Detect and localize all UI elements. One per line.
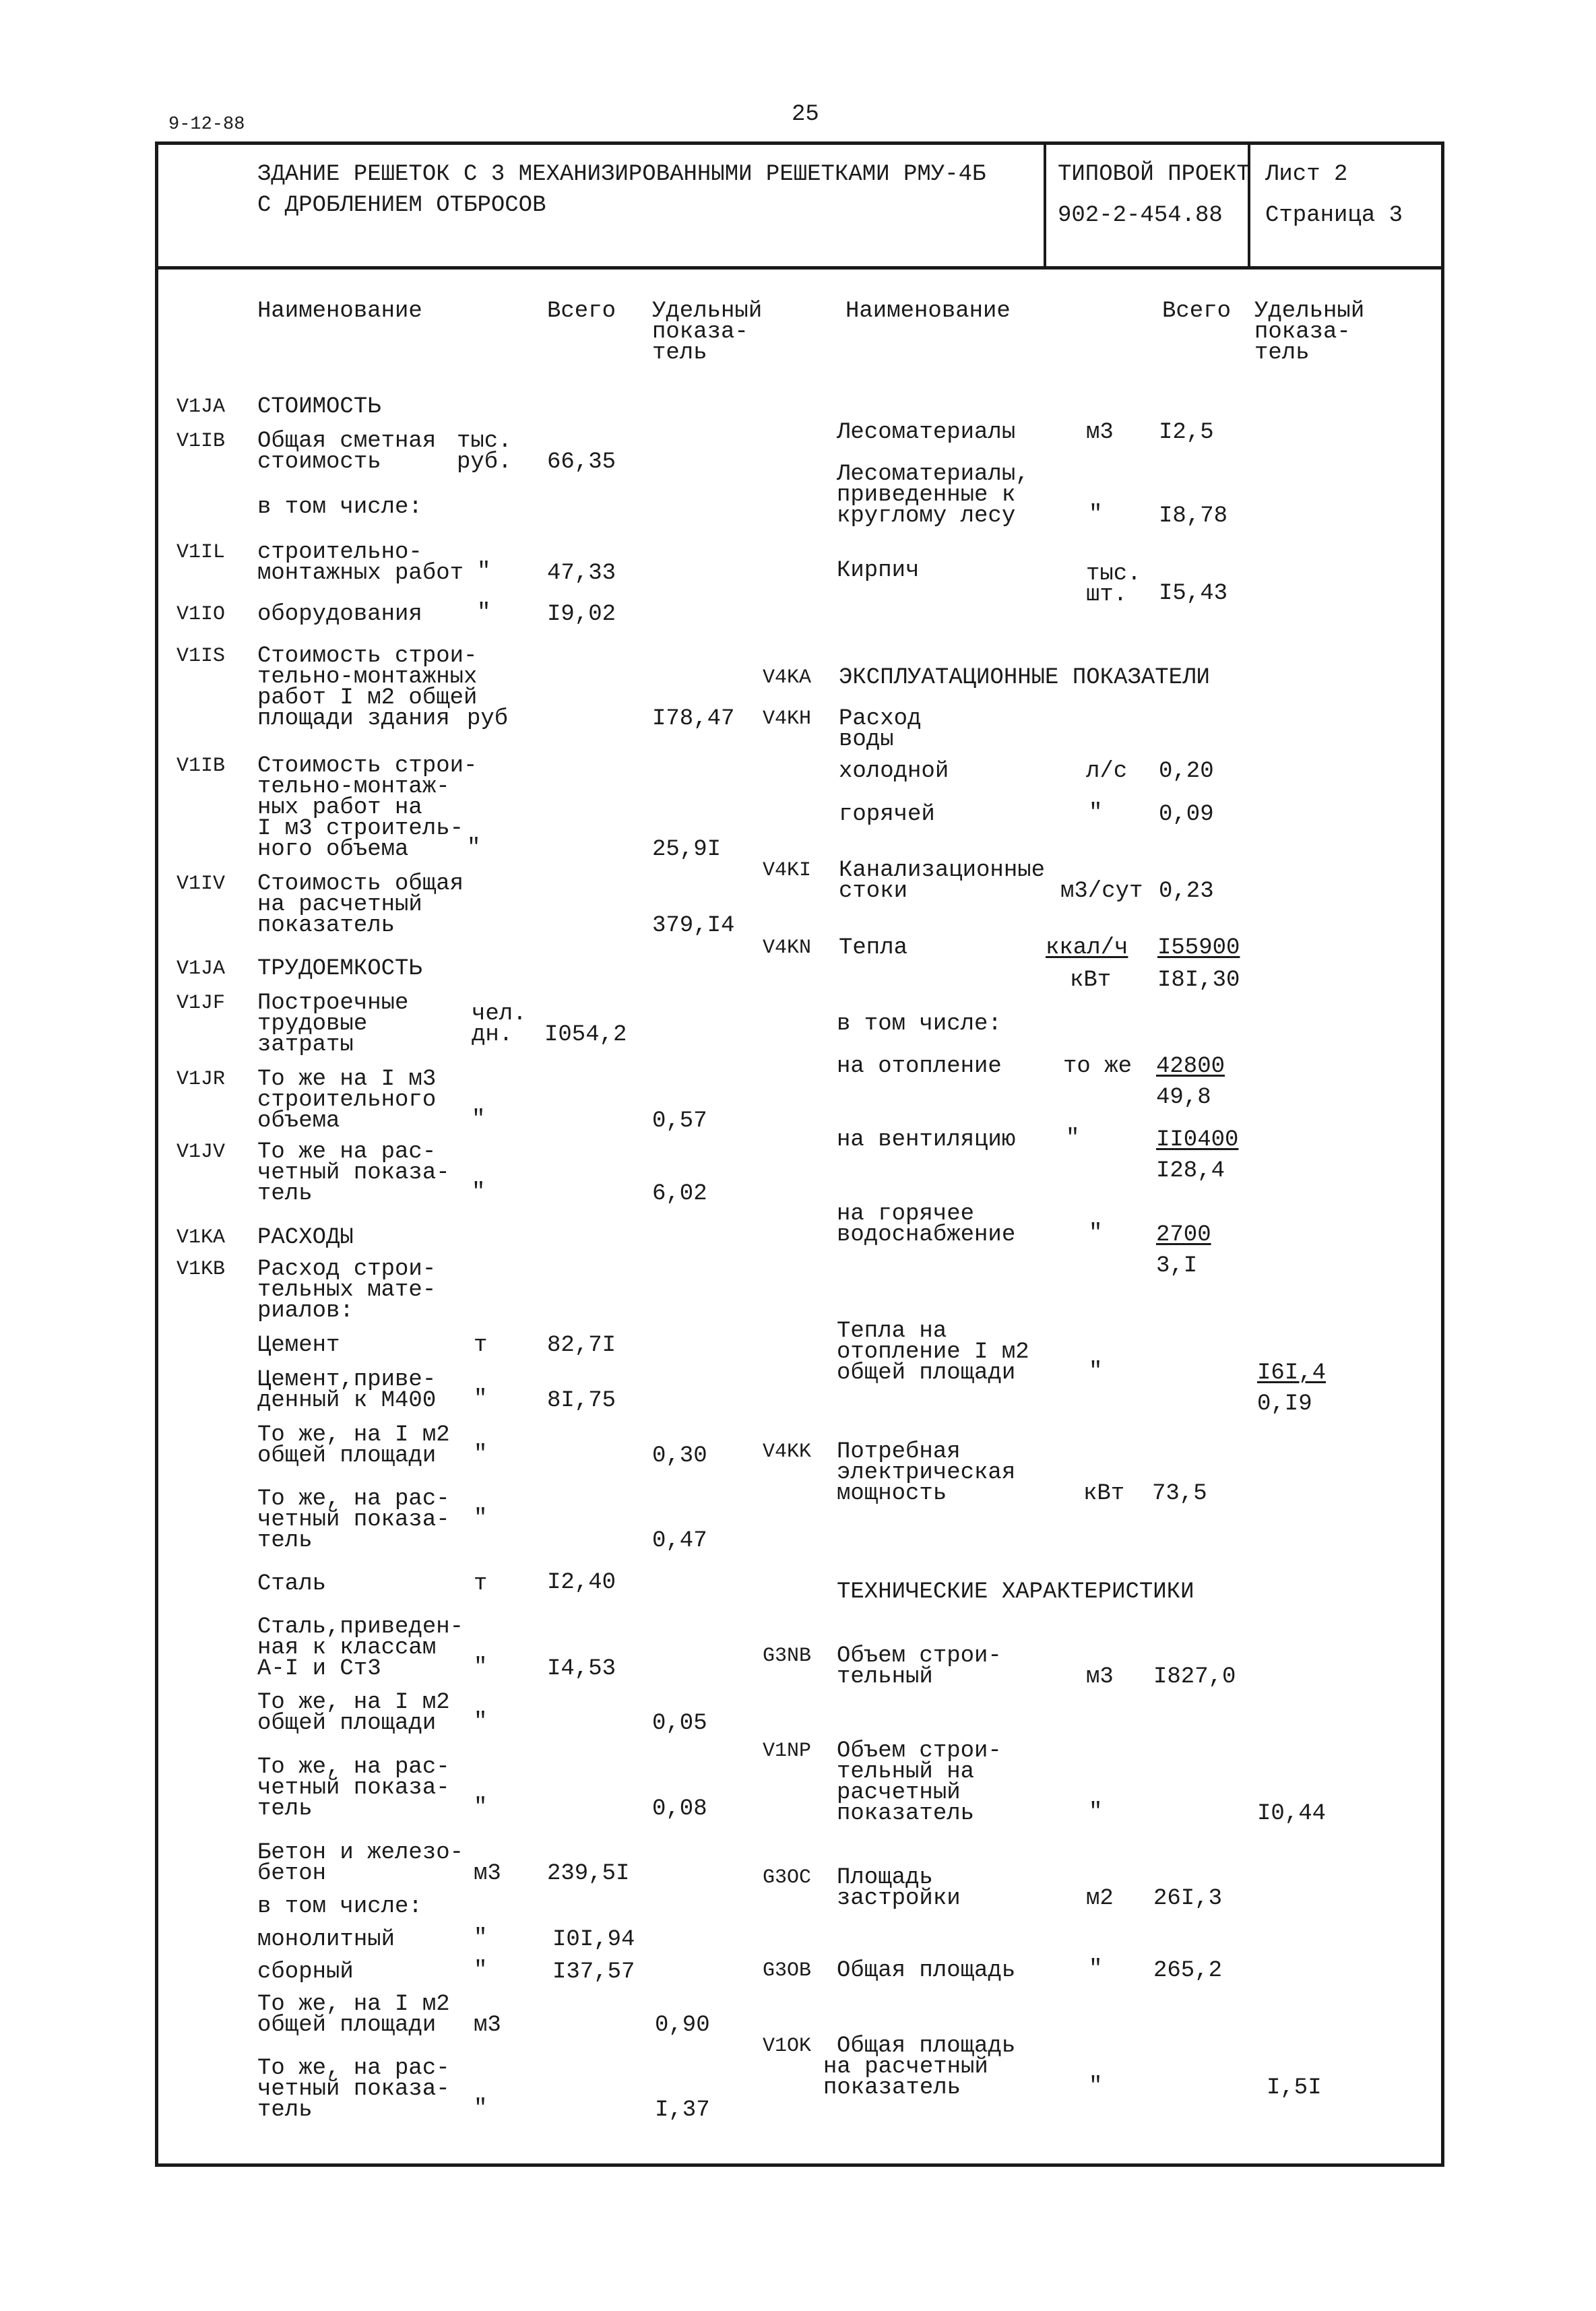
row-name: То же на рас- bbox=[257, 1139, 437, 1165]
row-total: 265,2 bbox=[1153, 1958, 1223, 1984]
row-unit: м3 bbox=[474, 1861, 501, 1887]
row-code: V1IB bbox=[177, 430, 226, 453]
row-name: тельный bbox=[837, 1664, 933, 1690]
row-specific: 0,08 bbox=[652, 1796, 707, 1822]
row-unit: " bbox=[1089, 1800, 1103, 1825]
row-unit: м3/сут bbox=[1060, 879, 1143, 904]
row-unit: тыс. bbox=[457, 429, 512, 454]
row-unit: то же bbox=[1063, 1054, 1132, 1079]
row-total: I8,78 bbox=[1159, 503, 1228, 529]
row-unit: " bbox=[474, 1442, 488, 1467]
row-name: То же, на I м2 bbox=[257, 1690, 450, 1715]
row-unit: тыс. bbox=[1086, 561, 1141, 587]
row-unit: " bbox=[474, 1387, 488, 1412]
row-name: стоимость bbox=[257, 449, 381, 475]
row-name: РАСХОДЫ bbox=[257, 1225, 354, 1251]
project-label: ТИПОВОЙ ПРОЕКТ bbox=[1058, 162, 1250, 187]
row-code: V1IO bbox=[177, 603, 226, 626]
row-name: Кирпич bbox=[837, 558, 920, 583]
row-unit: т bbox=[474, 1333, 488, 1358]
row-specific: I0,44 bbox=[1257, 1801, 1327, 1827]
row-name: ного объема bbox=[257, 837, 409, 862]
col-header-specific-left: показа- bbox=[652, 319, 748, 345]
row-name: Тепла на bbox=[837, 1319, 947, 1344]
row-name: на расчетный bbox=[257, 892, 422, 918]
row-name: тельных мате- bbox=[257, 1277, 437, 1303]
col-header-specific-left: тель bbox=[652, 340, 707, 366]
row-specific: 0,47 bbox=[652, 1528, 707, 1554]
row-code: V1IB bbox=[177, 755, 226, 778]
row-total: I2,40 bbox=[547, 1570, 616, 1595]
row-name: четный показа- bbox=[257, 2077, 450, 2102]
row-name: Площадь bbox=[837, 1865, 933, 1891]
row-total: I37,57 bbox=[552, 1959, 635, 1985]
title-line-1: ЗДАНИЕ РЕШЕТОК С 3 МЕХАНИЗИРОВАННЫМИ РЕШЕТКАМИ РМУ-4Б bbox=[257, 162, 986, 187]
row-name: отопление I м2 bbox=[837, 1339, 1029, 1365]
row-name: трудовые bbox=[257, 1011, 368, 1037]
row-name: сборный bbox=[257, 1959, 354, 1985]
row-name: Расход bbox=[839, 706, 922, 732]
row-total: 0,20 bbox=[1159, 759, 1214, 784]
row-total-secondary: I8I,30 bbox=[1157, 968, 1240, 993]
row-name: ЭКСПЛУАТАЦИОННЫЕ ПОКАЗАТЕЛИ bbox=[839, 665, 1210, 691]
row-name: общей площади bbox=[837, 1360, 1016, 1386]
row-name: общей площади bbox=[257, 1443, 437, 1469]
row-name: общей площади bbox=[257, 2013, 437, 2038]
row-specific: 0,90 bbox=[655, 2013, 710, 2038]
row-name: горячей bbox=[839, 802, 935, 827]
row-name: в том числе: bbox=[257, 495, 422, 520]
row-unit: " bbox=[477, 600, 491, 626]
row-name: водоснабжение bbox=[837, 1222, 1016, 1248]
row-name: работ I м2 общей bbox=[257, 685, 478, 711]
row-name: затраты bbox=[257, 1032, 354, 1058]
row-name: ных работ на bbox=[257, 795, 422, 821]
row-total: 0,23 bbox=[1159, 879, 1214, 904]
row-name: на расчетный bbox=[823, 2054, 988, 2080]
row-code: V1IL bbox=[177, 541, 226, 564]
page-in-sheet: Страница 3 bbox=[1265, 203, 1403, 228]
row-code: V1IV bbox=[177, 873, 226, 895]
row-name: Цемент bbox=[257, 1333, 340, 1358]
document-date: 9-12-88 bbox=[168, 115, 245, 135]
row-name: расчетный bbox=[837, 1780, 961, 1806]
row-name: мощность bbox=[837, 1481, 947, 1507]
row-name: I м3 строитель- bbox=[257, 816, 464, 842]
row-unit: руб bbox=[467, 706, 509, 732]
col-header-name-left: Наименование bbox=[257, 298, 422, 324]
row-name: То же, на I м2 bbox=[257, 1992, 450, 2017]
section-title: ТЕХНИЧЕСКИЕ ХАРАКТЕРИСТИКИ bbox=[837, 1579, 1194, 1605]
row-unit: " bbox=[1089, 1957, 1103, 1982]
row-unit: " bbox=[474, 1655, 488, 1680]
row-unit: " bbox=[472, 1107, 486, 1133]
row-unit: " bbox=[1089, 800, 1103, 826]
row-total: 26I,3 bbox=[1153, 1886, 1223, 1911]
row-name: на вентиляцию bbox=[837, 1127, 1016, 1153]
row-name: объема bbox=[257, 1108, 340, 1134]
row-unit: " bbox=[1089, 1221, 1103, 1246]
row-name: Объем строи- bbox=[837, 1643, 1002, 1669]
row-unit: " bbox=[1089, 1359, 1103, 1385]
row-name: Лесоматериалы bbox=[837, 420, 1016, 445]
row-unit: ккал/ч bbox=[1046, 935, 1128, 961]
row-total: 42800 bbox=[1156, 1054, 1225, 1079]
row-name: показатель bbox=[257, 913, 395, 939]
row-code: V4KI bbox=[763, 859, 812, 882]
row-total: 239,5I bbox=[547, 1861, 630, 1887]
col-header-specific-left: Удельный bbox=[652, 298, 763, 324]
row-name: четный показа- bbox=[257, 1507, 450, 1533]
row-unit: т bbox=[474, 1571, 488, 1597]
row-name: воды bbox=[839, 727, 894, 753]
row-name: холодной bbox=[839, 759, 949, 784]
row-name: застройки bbox=[837, 1886, 961, 1911]
row-total: I0I,94 bbox=[552, 1927, 635, 1953]
row-total-secondary: 3,I bbox=[1156, 1253, 1198, 1279]
row-total-secondary: I28,4 bbox=[1156, 1158, 1225, 1184]
row-name: То же, на рас- bbox=[257, 1754, 450, 1780]
row-code: V4KK bbox=[763, 1441, 812, 1463]
row-total: 8I,75 bbox=[547, 1388, 616, 1414]
row-code: V1JR bbox=[177, 1068, 226, 1091]
row-name: строительно- bbox=[257, 540, 422, 565]
row-code: V1KB bbox=[177, 1258, 226, 1281]
row-code: G3OC bbox=[763, 1866, 812, 1889]
row-total: I4,53 bbox=[547, 1656, 616, 1682]
row-name: Общая площадь bbox=[837, 1958, 1016, 1984]
row-name: показатель bbox=[823, 2075, 961, 2101]
row-name: четный показа- bbox=[257, 1775, 450, 1801]
row-specific: I78,47 bbox=[652, 706, 735, 732]
row-total: I9,02 bbox=[547, 602, 616, 627]
row-name: площади здания bbox=[257, 706, 450, 732]
row-name: Лесоматериалы, bbox=[837, 462, 1029, 487]
row-name: ТРУДОЕМКОСТЬ bbox=[257, 956, 422, 982]
row-name: Общая площадь bbox=[837, 2033, 1016, 2059]
row-specific: 0,57 bbox=[652, 1108, 707, 1134]
row-code: V4KN bbox=[763, 937, 812, 959]
row-specific: I6I,4 bbox=[1257, 1360, 1327, 1386]
row-name: То же, на I м2 bbox=[257, 1422, 450, 1448]
row-name: в том числе: bbox=[257, 1894, 422, 1920]
row-name: монтажных работ bbox=[257, 561, 464, 586]
row-name: показатель bbox=[837, 1801, 975, 1827]
row-name: Стоимость строи- bbox=[257, 753, 478, 779]
project-number: 902-2-454.88 bbox=[1058, 203, 1223, 228]
row-unit: " bbox=[474, 1709, 488, 1735]
row-total-secondary: 49,8 bbox=[1156, 1085, 1211, 1110]
row-unit: " bbox=[477, 559, 491, 585]
row-unit: м2 bbox=[1086, 1886, 1114, 1911]
row-name: круглому лесу bbox=[837, 503, 1016, 529]
row-name: денный к М400 bbox=[257, 1388, 437, 1414]
page-number: 25 bbox=[792, 102, 819, 127]
row-code: V1OK bbox=[763, 2035, 812, 2058]
row-code: V4KH bbox=[763, 707, 812, 730]
row-name: приведенные к bbox=[837, 482, 1016, 508]
row-name: ная к классам bbox=[257, 1635, 437, 1661]
row-unit: " bbox=[1066, 1126, 1080, 1151]
row-name: То же, на рас- bbox=[257, 2056, 450, 2081]
row-name: Тепла bbox=[839, 935, 908, 961]
row-specific: 0,05 bbox=[652, 1711, 707, 1736]
row-specific: I,37 bbox=[655, 2097, 710, 2123]
row-name: Стоимость общая bbox=[257, 871, 464, 897]
row-code: G3OB bbox=[763, 1959, 812, 1982]
col-header-specific-right: тель bbox=[1254, 340, 1310, 366]
row-name: тель bbox=[257, 2097, 313, 2123]
row-name: Стоимость строи- bbox=[257, 643, 478, 669]
row-unit: л/с bbox=[1086, 759, 1128, 784]
row-unit: м3 bbox=[1086, 1664, 1114, 1690]
row-name: Цемент,приве- bbox=[257, 1367, 437, 1393]
row-name: строительного bbox=[257, 1087, 437, 1113]
row-name: на отопление bbox=[837, 1054, 1002, 1079]
row-total: I2,5 bbox=[1159, 420, 1214, 445]
title-block-separator bbox=[1248, 141, 1250, 268]
row-total: 0,09 bbox=[1159, 802, 1214, 827]
row-total: 2700 bbox=[1156, 1222, 1211, 1248]
row-name: четный показа- bbox=[257, 1160, 450, 1186]
row-unit: " bbox=[474, 1926, 488, 1951]
row-unit: " bbox=[1089, 502, 1103, 528]
row-name: тель bbox=[257, 1796, 313, 1822]
row-code: G3NB bbox=[763, 1645, 812, 1668]
row-specific-secondary: 0,I9 bbox=[1257, 1391, 1312, 1417]
row-name: тель bbox=[257, 1181, 313, 1207]
col-header-total-right: Всего bbox=[1162, 298, 1232, 324]
row-name: риалов: bbox=[257, 1298, 354, 1324]
row-code: V1KA bbox=[177, 1226, 226, 1249]
row-code: V1NP bbox=[763, 1740, 812, 1763]
row-name: на горячее bbox=[837, 1201, 975, 1227]
row-unit: " bbox=[474, 1506, 488, 1531]
row-name: оборудования bbox=[257, 602, 422, 627]
row-unit: " bbox=[474, 2096, 488, 2122]
row-total: 82,7I bbox=[547, 1333, 616, 1358]
row-name: Сталь bbox=[257, 1571, 327, 1597]
row-unit-secondary: кВт bbox=[1070, 968, 1112, 993]
row-name: стоки bbox=[839, 879, 908, 904]
row-name: Сталь,приведен- bbox=[257, 1614, 464, 1640]
row-total: 73,5 bbox=[1152, 1481, 1207, 1507]
row-specific: 25,9I bbox=[652, 837, 722, 862]
row-code: V4KA bbox=[763, 666, 812, 689]
row-total: 47,33 bbox=[547, 561, 616, 586]
row-unit: дн. bbox=[472, 1022, 513, 1048]
row-name: То же на I м3 bbox=[257, 1067, 437, 1092]
row-specific: 379,I4 bbox=[652, 913, 735, 939]
row-unit: " bbox=[474, 1958, 488, 1984]
row-unit: " bbox=[1089, 2074, 1103, 2099]
title-block-divider bbox=[155, 266, 1444, 270]
col-header-name-right: Наименование bbox=[845, 298, 1011, 324]
col-header-total-left: Всего bbox=[547, 298, 616, 324]
col-header-specific-right: Удельный bbox=[1254, 298, 1365, 324]
row-name: Потребная bbox=[837, 1439, 961, 1465]
row-code: V1JV bbox=[177, 1141, 226, 1164]
row-unit: кВт bbox=[1083, 1481, 1125, 1507]
row-unit: " bbox=[472, 1180, 486, 1205]
row-unit: шт. bbox=[1086, 582, 1128, 608]
row-name: Построечные bbox=[257, 990, 409, 1016]
row-specific: I,5I bbox=[1267, 2075, 1322, 2101]
row-code: V1JA bbox=[177, 957, 226, 980]
row-specific: 6,02 bbox=[652, 1181, 707, 1207]
row-total: I827,0 bbox=[1153, 1664, 1236, 1690]
row-unit: " bbox=[474, 1795, 488, 1821]
row-unit: м3 bbox=[474, 2013, 501, 2038]
row-name: Общая сметная bbox=[257, 429, 437, 454]
row-code: V1IS bbox=[177, 645, 226, 668]
row-total: I55900 bbox=[1157, 935, 1240, 961]
row-name: тельный на bbox=[837, 1759, 975, 1785]
row-total: I5,43 bbox=[1159, 581, 1228, 606]
row-name: бетон bbox=[257, 1861, 327, 1887]
row-name: монолитный bbox=[257, 1927, 395, 1953]
row-unit: чел. bbox=[472, 1001, 527, 1027]
row-name: Канализационные bbox=[839, 858, 1046, 883]
title-line-2: С ДРОБЛЕНИЕМ ОТБРОСОВ bbox=[257, 193, 546, 218]
row-total: 66,35 bbox=[547, 449, 616, 475]
row-name: СТОИМОСТЬ bbox=[257, 394, 381, 420]
row-code: V1JA bbox=[177, 395, 226, 418]
row-name: Расход строи- bbox=[257, 1257, 437, 1282]
row-name: Бетон и железо- bbox=[257, 1840, 464, 1866]
title-block-separator bbox=[1044, 141, 1046, 268]
row-total: II0400 bbox=[1156, 1127, 1239, 1153]
row-name: Объем строи- bbox=[837, 1738, 1002, 1764]
row-unit: руб. bbox=[457, 449, 512, 475]
row-name: в том числе: bbox=[837, 1011, 1002, 1037]
row-name: А-I и Ст3 bbox=[257, 1656, 381, 1682]
row-name: То же, на рас- bbox=[257, 1486, 450, 1512]
row-total: I054,2 bbox=[544, 1022, 627, 1048]
row-name: тель bbox=[257, 1528, 313, 1554]
row-specific: 0,30 bbox=[652, 1443, 707, 1469]
row-unit: " bbox=[467, 835, 481, 861]
row-name: тельно-монтажных bbox=[257, 664, 478, 690]
row-name: тельно-монтаж- bbox=[257, 774, 450, 800]
row-name: общей площади bbox=[257, 1711, 437, 1736]
row-code: V1JF bbox=[177, 992, 226, 1015]
row-name: электрическая bbox=[837, 1460, 1016, 1486]
sheet-number: Лист 2 bbox=[1265, 162, 1348, 187]
row-unit: м3 bbox=[1086, 420, 1114, 445]
col-header-specific-right: показа- bbox=[1254, 319, 1351, 345]
